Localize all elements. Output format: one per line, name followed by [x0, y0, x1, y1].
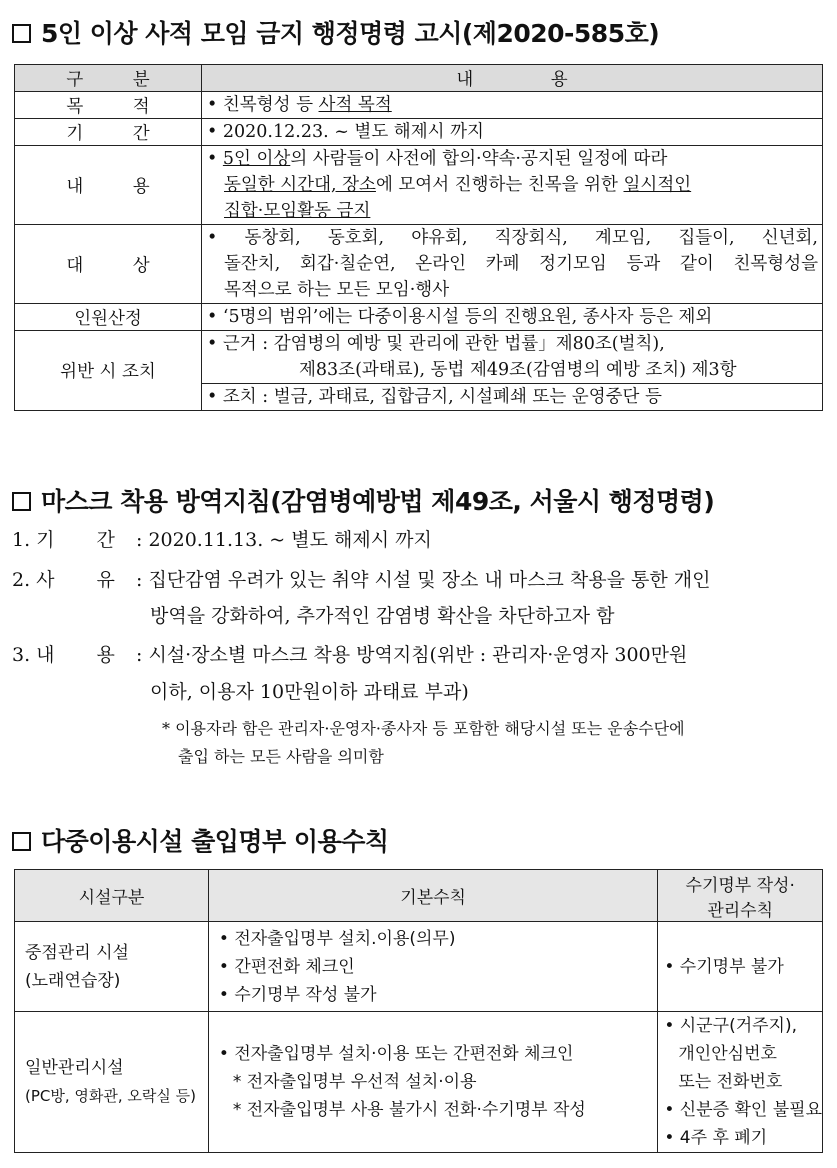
rules-cell: • 전자출입명부 설치·이용 또는 간편전화 체크인 * 전자출입명부 우선적 설치·이용 * 전자출입명부 사용 불가시 전화·수기명부 작성 [208, 1012, 657, 1153]
row-content: • 5인 이상의 사람들이 사전에 합의·약속·공지된 일정에 따라 동일한 시간대, 장소에 모여서 진행하는 친목을 위한 일시적인 집합·모임활동 금지 [202, 146, 823, 225]
manual-log-cell: • 시군구(거주지), 개인안심번호 또는 전화번호 • 신분증 확인 불필요 • 4주 후 폐기 [658, 1012, 823, 1153]
table-row-purpose [15, 92, 823, 119]
row-content: • 근거 : 감염병의 예방 및 관리에 관한 법률」제80조(벌칙), 제83조(과태료), 동법 제49조(감염병의 예방 조치) 제3항 [202, 331, 823, 384]
row-label: 인원산정 [15, 304, 202, 331]
header-rules: 기본수칙 [208, 870, 657, 922]
table-row [15, 1012, 823, 1153]
facility-cell: 중점관리 시설 (노래연습장) [15, 922, 209, 1012]
header-facility: 시설구분 [15, 870, 209, 922]
admin-order-table [14, 64, 823, 411]
row-label: 위반 시 조치 [15, 331, 202, 411]
entry-log-table [14, 869, 823, 1153]
checkbox-square-icon [12, 492, 31, 511]
row-label: 기 간 [15, 119, 202, 146]
table-row-content [15, 146, 823, 225]
row-label: 대 상 [15, 225, 202, 304]
mask-item-text: : 시설·장소별 마스크 착용 방역지침(위반 : 관리자·운영자 300만원 [136, 644, 688, 666]
checkbox-square-icon [12, 832, 31, 851]
mask-item-text: 방역을 강화하여, 추가적인 감염병 확산을 차단하고자 함 [150, 605, 615, 627]
table-header-row [15, 65, 823, 92]
rules-cell: • 전자출입명부 설치.이용(의무) • 간편전화 체크인 • 수기명부 작성 불가 [208, 922, 657, 1012]
mask-note: * 이용자라 함은 관리자·운영자·종사자 등 포함한 해당시설 또는 운송수단에 [162, 719, 685, 738]
row-content: • 2020.12.23. ~ 별도 해제시 까지 [202, 119, 823, 146]
row-label: 내 용 [15, 146, 202, 225]
mask-item-text: : 집단감염 우려가 있는 취약 시설 및 장소 내 마스크 착용을 통한 개인 [136, 569, 711, 591]
section2-title: 마스크 착용 방역지침(감염병예방법 제49조, 서울시 행정명령) [12, 482, 714, 518]
header-content: 내 용 [202, 65, 823, 92]
table-row-count [15, 304, 823, 331]
table-row-target [15, 225, 823, 304]
mask-note: 출입 하는 모든 사람을 의미함 [178, 747, 384, 766]
table-row-violation-basis [15, 331, 823, 384]
manual-log-cell: • 수기명부 불가 [658, 922, 823, 1012]
mask-item: 3. 내 용 [12, 644, 115, 666]
row-content: • 친목형성 등 사적 목적 [202, 92, 823, 119]
table-row-period [15, 119, 823, 146]
mask-item-text: 이하, 이용자 10만원이하 과태료 부과) [150, 681, 469, 703]
section3-title: 다중이용시설 출입명부 이용수칙 [12, 822, 389, 858]
row-content: • ‘5명의 범위’에는 다중이용시설 등의 진행요원, 종사자 등은 제외 [202, 304, 823, 331]
mask-item-text: : 2020.11.13. ~ 별도 해제시 까지 [136, 529, 432, 551]
checkbox-square-icon [12, 24, 31, 43]
facility-cell: 일반관리시설 (PC방, 영화관, 오락실 등) [15, 1012, 209, 1153]
header-category: 구 분 [15, 65, 202, 92]
mask-item: 1. 기 간 [12, 529, 115, 551]
table-header-row [15, 870, 823, 922]
row-content: • 동창회, 동호회, 야유회, 직장회식, 계모임, 집들이, 신년회, 돌잔치, 회갑·칠순연, 온라인 카페 정기모임 등과 같이 친목형성을 목적으로 하는 모든 모임·행사 [202, 225, 823, 304]
header-manual-log: 수기명부 작성· 관리수칙 [658, 870, 823, 922]
table-row [15, 922, 823, 1012]
row-label: 목 적 [15, 92, 202, 119]
mask-item: 2. 사 유 [12, 569, 115, 591]
section1-title: 5인 이상 사적 모임 금지 행정명령 고시(제2020-585호) [12, 14, 659, 50]
row-content: • 조치 : 벌금, 과태료, 집합금지, 시설폐쇄 또는 운영중단 등 [202, 384, 823, 411]
